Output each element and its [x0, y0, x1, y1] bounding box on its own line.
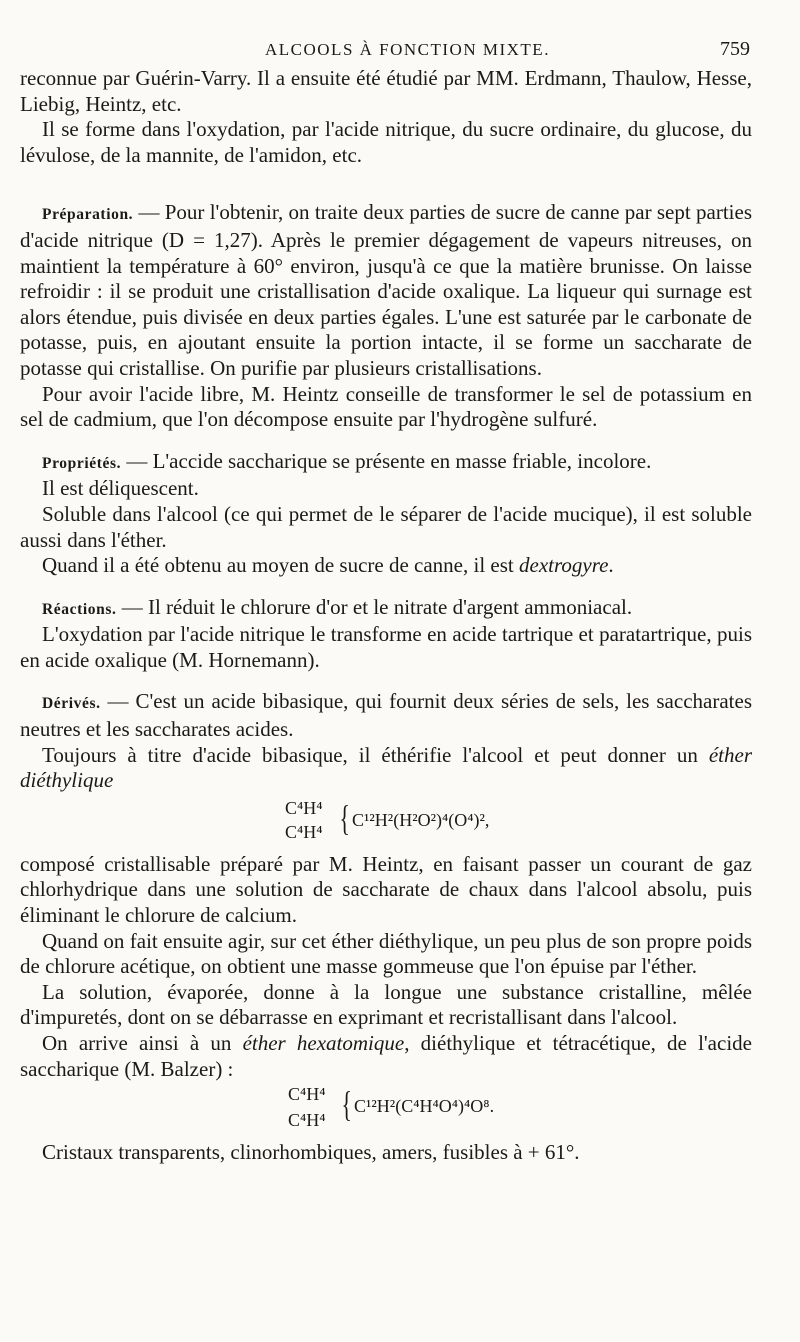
chemical-formula: [20, 794, 752, 852]
text-run: On arrive ainsi à un: [42, 1031, 243, 1055]
italic-text: éther diéthylique: [20, 742, 752, 793]
formula-body: C¹²H²(H²O²)⁴(O⁴)²,: [352, 809, 490, 830]
page-number: 759: [720, 38, 750, 60]
section-derives: [20, 689, 752, 742]
paragraph: Soluble dans l'alcool (ce qui permet de le séparer de l'acide mucique), il est soluble aussi dans l'éther.: [20, 501, 752, 552]
section-heading: Dérivés.: [42, 695, 101, 713]
text-run: Quand il a été obtenu au moyen de sucre de canne, il est: [42, 553, 519, 578]
section-reactions: [20, 595, 752, 623]
section-text: — C'est un acide bibasique, qui fournit deux séries de sels, les saccharates neutres et les saccharates acides.: [20, 689, 752, 742]
paragraph: [20, 743, 752, 794]
paragraph: composé cristallisable préparé par M. Heintz, en faisant passer un courant de gaz chlorhydrique dans une solution de saccharate de chaux dans l'alcool absolu, puis éliminant le chlorure de calcium.: [20, 851, 752, 928]
paragraph: Cristaux transparents, clinorhombiques, amers, fusibles à + 61°.: [42, 1140, 580, 1165]
chemical-formula: [20, 1082, 752, 1140]
formula-brace: {: [341, 1084, 352, 1125]
section-text: — L'accide saccharique se présente en masse friable, incolore.: [121, 448, 652, 473]
italic-text: éther hexatomique: [242, 1031, 405, 1055]
page-header: [0, 36, 800, 66]
paragraph: [20, 1031, 752, 1082]
text-run: , diéthylique et tétracétique, de l'acide saccharique (M. Balzer) :: [20, 1031, 752, 1081]
formula-row: C⁴H⁴: [285, 797, 323, 818]
section-heading: Réactions.: [42, 600, 117, 618]
paragraph: Pour avoir l'acide libre, M. Heintz conseille de transformer le sel de potassium en sel de cadmium, que l'on décompose ensuite par l'hydrogène sulfuré.: [20, 381, 752, 432]
formula-body: C¹²H²(C⁴H⁴O⁴)⁴O⁸.: [354, 1096, 495, 1117]
paragraph: Il est déliquescent.: [42, 476, 199, 501]
paragraph: La solution, évaporée, donne à la longue une substance cristalline, mêlée d'impuretés, dont on se débarrasse en exprimant et recristallisant dans l'alcool.: [20, 979, 752, 1030]
section-text: — Pour l'obtenir, on traite deux parties de sucre de canne par sept parties d'acide nitrique (D = 1,27). Après le premier dégagement de vapeurs nitreuses, on maintient la température à 60° environ, jusqu'à ce que la matière brunisse. On laisse refroidir : il se produit une cristallisation d'acide oxalique. La liqueur qui surnage est alors étendue, puis divisée en deux parties égales. L'une est saturée par le carbonate de potasse, puis, en ajoutant ensuite la portion intacte, il se forme un saccharate de potasse qui cristallise. On purifie par plusieurs cristallisations.: [20, 200, 752, 380]
italic-text: dextrogyre: [519, 553, 609, 578]
paragraph: Il se forme dans l'oxydation, par l'acide nitrique, du sucre ordinaire, du glucose, du lévulose, de la mannite, de l'amidon, etc.: [20, 117, 752, 167]
paragraph: [20, 553, 752, 579]
paragraph: reconnue par Guérin-Varry. Il a ensuite été étudié par MM. Erdmann, Thaulow, Hesse, Liebig, Heintz, etc.: [20, 66, 752, 116]
formula-row: C⁴H⁴: [288, 1084, 326, 1105]
text-run: .: [608, 553, 614, 578]
paragraph: L'oxydation par l'acide nitrique le transforme en acide tartrique et paratartrique, puis en acide oxalique (M. Hornemann).: [20, 622, 752, 672]
formula-brace: {: [339, 797, 350, 838]
section-proprietes: [20, 449, 752, 477]
running-title: ALCOOLS À FONCTION MIXTE.: [265, 40, 550, 59]
formula-row: C⁴H⁴: [285, 821, 323, 842]
section-text: — Il réduit le chlorure d'or et le nitrate d'argent ammoniacal.: [116, 594, 633, 619]
section-heading: Préparation.: [42, 206, 134, 224]
paragraph: Quand on fait ensuite agir, sur cet éther diéthylique, un peu plus de son propre poids de chlorure acétique, on obtient une masse gommeuse que l'on épuise par l'éther.: [20, 928, 752, 979]
formula-row: C⁴H⁴: [288, 1110, 326, 1131]
text-run: Toujours à titre d'acide bibasique, il éthérifie l'alcool et peut donner un: [42, 742, 709, 767]
section-preparation: [20, 200, 752, 381]
page-body: [20, 66, 752, 1166]
section-heading: Propriétés.: [42, 454, 122, 472]
